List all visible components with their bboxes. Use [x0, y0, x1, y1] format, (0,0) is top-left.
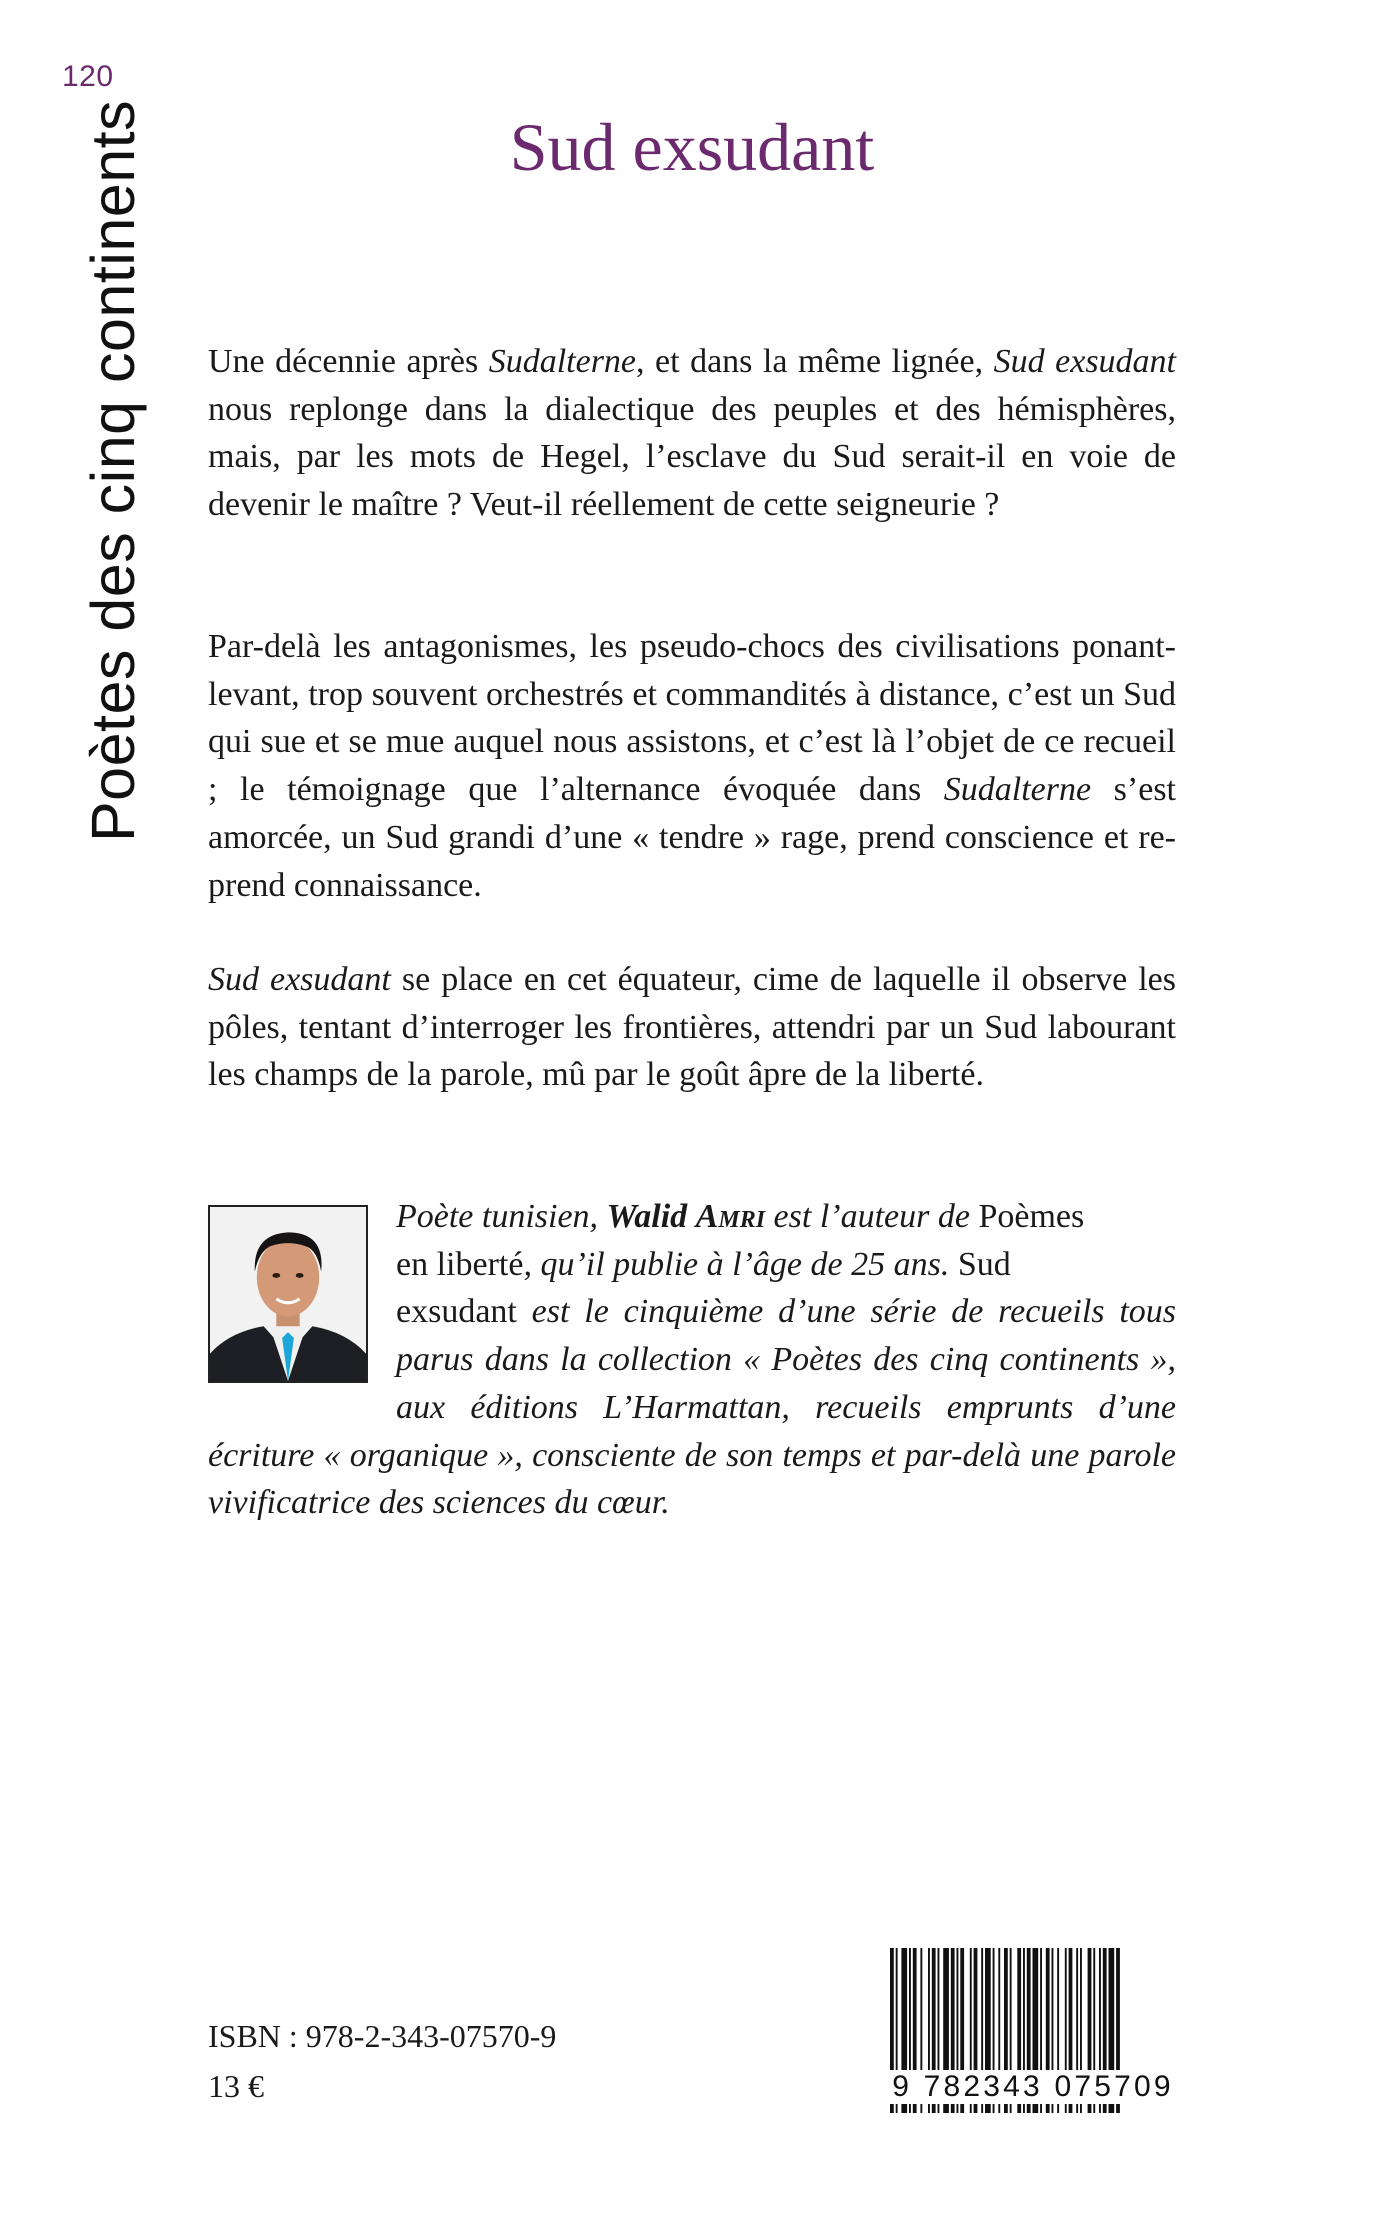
- price: 13 €: [208, 2068, 264, 2104]
- author-last-name: Amri: [695, 1198, 766, 1235]
- series-name: Poètes des cinq continents: [79, 99, 147, 842]
- book-title: Sud exsudant: [509, 109, 875, 185]
- blurb-paragraph-3: Sud exsudant se place en cet équateur, cime de laquelle il observe les pôles, tentant d’interroger les frontières, attendri par un Sud labourant les champs de la parole, mû par le goût âpre de la liberté.: [208, 961, 1177, 1094]
- author-photo: [208, 1205, 368, 1383]
- author-portrait-icon: [210, 1207, 366, 1381]
- series-number: 120: [62, 60, 114, 93]
- book-reference: Sud exsudant: [993, 343, 1176, 380]
- book-reference: Sudalterne: [943, 771, 1092, 809]
- book-reference: Sudalterne: [488, 343, 637, 380]
- blurb-paragraph-2: Par-delà les antagonismes, les pseudo-chocs des civilisations ponant-levant, trop souvent orchestrés et commandités à distance, c’est un Sud qui sue et se mue auquel nous assistons, et c’est là l’objet de ce recueil ; le témoignage que l’alternance évoquée dans Sudalterne s’est amorcée, un Sud grandi d’une « tendre » rage, prend conscience et re-prend connaissance.: [208, 628, 1176, 904]
- barcode-digits: 9 782343 075709: [878, 2070, 1188, 2104]
- book-reference: Sud exsudant: [208, 961, 391, 998]
- blurb-paragraph-1: Une décennie après Sudalterne, et dans la même lignée, Sud exsudant nous replonge dans la dialectique des peuples et des hémisphères, mais, par les mots de Hegel, l’esclave du Sud serait-il en voie de devenir le maître ? Veut-il réellement de cette seigneurie ?: [208, 343, 1176, 524]
- isbn: ISBN : 978-2-343-07570-9: [208, 2018, 557, 2054]
- author-first-name: Walid: [606, 1198, 688, 1235]
- author-bio: Poète tunisien, Walid Amri est l’auteur de Poèmes en liberté, qu’il publie à l’âge de 25 ans. Sud exsudant est le cinquième d’une série de recueils tous parus dans la collection « Poètes des cinq continents », aux éditions L’Harmattan, recueils emprunts d’une écriture « organique », consciente de son temps et par-delà une parole vivificatrice des sciences du cœur.: [208, 1198, 1176, 1522]
